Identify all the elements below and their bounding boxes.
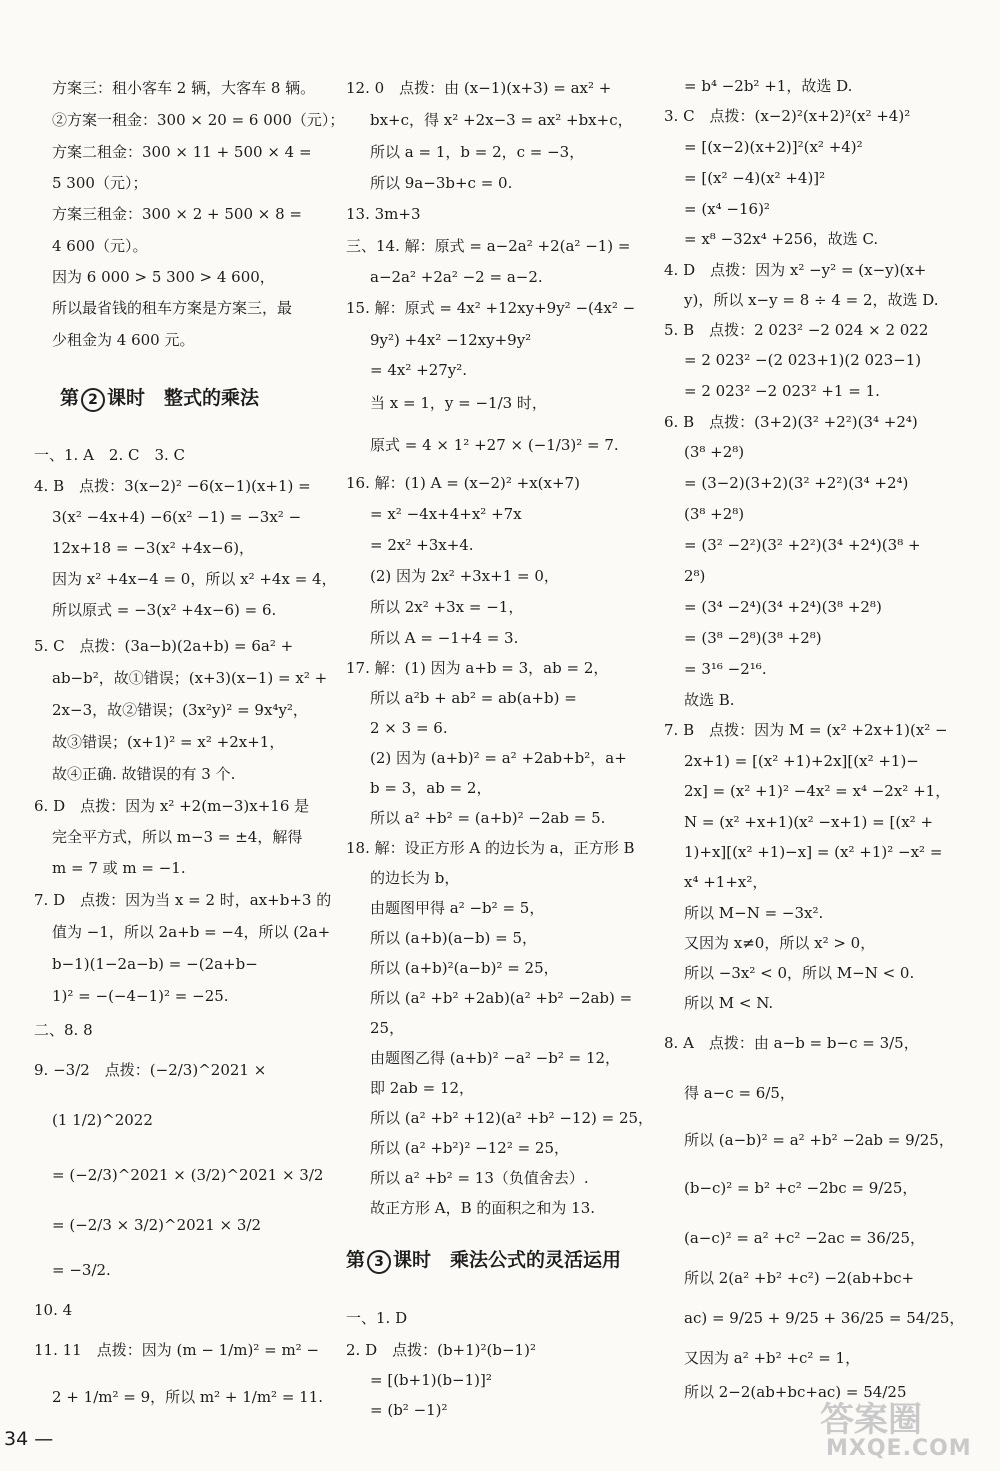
text-line: 方案二租金：300 × 11 + 500 × 4 = <box>52 143 312 161</box>
text-line: 2. D 点拨：(b+1)²(b−1)² <box>346 1341 536 1359</box>
text-line: 5 300（元）； <box>52 174 148 192</box>
text-line: 7. D 点拨：因为当 x = 2 时，ax+b+3 的 <box>34 891 332 909</box>
text-line: 所以 a² +b² = 13（负值舍去）. <box>370 1169 589 1187</box>
text-line: = [(b+1)(b−1)]² <box>370 1371 492 1389</box>
text-line: 值为 −1，所以 2a+b = −4，所以 (2a+ <box>52 923 331 941</box>
text-line: 17. 解：(1) 因为 a+b = 3，ab = 2， <box>346 659 609 677</box>
text-line: 8. A 点拨：由 a−b = b−c = 3/5， <box>664 1034 919 1052</box>
text-line: = 2 023² −2 023² +1 = 1. <box>684 382 880 400</box>
page-number: 34 — <box>4 1428 54 1450</box>
text-line: = (x⁴ −16)² <box>684 200 770 218</box>
text-line: a−2a² +2a² −2 = a−2. <box>370 268 543 286</box>
text-line: = [(x² −4)(x² +4)]² <box>684 169 826 187</box>
text-line: 4. D 点拨：因为 x² −y² = (x−y)(x+ <box>664 261 927 279</box>
text-line: 所以 a² +b² = (a+b)² −2ab = 5. <box>370 809 606 827</box>
text-line: (2) 因为 2x² +3x+1 = 0， <box>370 567 559 585</box>
text-line: 所以 M−N = −3x². <box>684 904 824 922</box>
text-line: = (3−2)(3+2)(3² +2²)(3⁴ +2⁴) <box>684 474 909 492</box>
lesson-number-badge: 2 <box>81 388 105 412</box>
text-line: m = 7 或 m = −1. <box>52 859 186 877</box>
text-line: 二、8. 8 <box>34 1021 93 1039</box>
text-line: = 3¹⁶ −2¹⁶. <box>684 660 767 678</box>
text-line: 所以 (a² +b² +2ab)(a² +b² −2ab) = <box>370 989 633 1007</box>
text-line: 所以 (a² +b²)² −12² = 25， <box>370 1139 570 1157</box>
text-line: 故正方形 A，B 的面积之和为 13. <box>370 1199 596 1217</box>
text-line: 4. B 点拨：3(x−2)² −6(x−1)(x+1) = <box>34 477 311 495</box>
text-line: 由题图甲得 a² −b² = 5， <box>370 899 545 917</box>
text-line: = (b² −1)² <box>370 1401 448 1419</box>
text-line: 又因为 a² +b² +c² = 1， <box>684 1349 861 1367</box>
text-line: 所以原式 = −3(x² +4x−6) = 6. <box>52 601 277 619</box>
text-line: 12. 0 点拨：由 (x−1)(x+3) = ax² + <box>346 79 612 97</box>
text-line: = (−2/3 × 3/2)^2021 × 3/2 <box>52 1216 261 1234</box>
text-line: 5. C 点拨：(3a−b)(2a+b) = 6a² + <box>34 637 294 655</box>
text-line: 一、1. A 2. C 3. C <box>34 446 186 464</box>
text-line: 5. B 点拨：2 023² −2 024 × 2 022 <box>664 321 929 339</box>
text-line: (3⁸ +2⁸) <box>684 505 745 523</box>
text-line: (3⁸ +2⁸) <box>684 443 745 461</box>
text-line: ab−b²，故①错误；(x+3)(x−1) = x² + <box>52 669 328 687</box>
watermark-logo: 答案圈 <box>820 1400 922 1440</box>
text-line: 15. 解：原式 = 4x² +12xy+9y² −(4x² − <box>346 299 636 317</box>
text-line: 9. −3/2 点拨：(−2/3)^2021 × <box>34 1061 267 1079</box>
text-line: (1 1/2)^2022 <box>52 1111 153 1129</box>
text-line: 又因为 x≠0，所以 x² > 0， <box>684 934 876 952</box>
text-line: 所以 M < N. <box>684 994 774 1012</box>
text-line: 所以 2−2(ab+bc+ac) = 54/25 <box>684 1383 907 1401</box>
text-line: 6. B 点拨：(3+2)(3² +2²)(3⁴ +2⁴) <box>664 413 918 431</box>
text-line: 所以 9a−3b+c = 0. <box>370 174 513 192</box>
text-line: 由题图乙得 (a+b)² −a² −b² = 12， <box>370 1049 621 1067</box>
text-line: 故④正确. 故错误的有 3 个. <box>52 765 236 783</box>
text-line: 25， <box>370 1019 405 1037</box>
text-line: 即 2ab = 12， <box>370 1079 475 1097</box>
text-line: = −3/2. <box>52 1261 111 1279</box>
text-line: 18. 解：设正方形 A 的边长为 a，正方形 B <box>346 839 635 857</box>
text-line: 所以 (a² +b² +12)(a² +b² −12) = 25， <box>370 1109 654 1127</box>
text-line: 所以 A = −1+4 = 3. <box>370 629 519 647</box>
text-line: = x² −4x+4+x² +7x <box>370 505 522 523</box>
text-line: 故③错误；(x+1)² = x² +2x+1， <box>52 733 285 751</box>
text-line: 三、14. 解：原式 = a−2a² +2(a² −1) = <box>346 237 631 255</box>
section-heading: 第 3 课时 乘法公式的灵活运用 <box>346 1250 621 1274</box>
section-heading: 第 2 课时 整式的乘法 <box>60 388 259 412</box>
text-line: 2 + 1/m² = 9，所以 m² + 1/m² = 11. <box>52 1388 324 1406</box>
text-line: bx+c，得 x² +2x−3 = ax² +bx+c， <box>370 111 633 129</box>
text-line: = [(x−2)(x+2)]²(x² +4)² <box>684 138 863 156</box>
text-line: 16. 解：(1) A = (x−2)² +x(x+7) <box>346 474 580 492</box>
text-line: = (3⁸ −2⁸)(3⁸ +2⁸) <box>684 629 822 647</box>
text-line: 所以 (a+b)(a−b) = 5， <box>370 929 538 947</box>
lesson-number-badge: 3 <box>367 1250 391 1274</box>
text-line: 所以 a²b + ab² = ab(a+b) = <box>370 689 577 707</box>
text-line: 所以 2x² +3x = −1， <box>370 598 524 616</box>
text-line: 方案三租金：300 × 2 + 500 × 8 = <box>52 205 302 223</box>
text-line: = 2 023² −(2 023+1)(2 023−1) <box>684 351 922 369</box>
text-line: 原式 = 4 × 1² +27 × (−1/3)² = 7. <box>370 436 619 454</box>
text-line: 2 × 3 = 6. <box>370 719 448 737</box>
text-line: 的边长为 b， <box>370 869 460 887</box>
text-line: 3. C 点拨：(x−2)²(x+2)²(x² +4)² <box>664 107 911 125</box>
text-line: = (−2/3)^2021 × (3/2)^2021 × 3/2 <box>52 1166 324 1184</box>
text-line: 方案三：租小客车 2 辆，大客车 8 辆。 <box>52 79 316 97</box>
text-line: (b−c)² = b² +c² −2bc = 9/25， <box>684 1179 918 1197</box>
text-line: = 4x² +27y². <box>370 361 468 379</box>
text-line: y)，所以 x−y = 8 ÷ 4 = 2，故选 D. <box>684 291 939 309</box>
text-line: 2x−3，故②错误；(3x²y)² = 9x⁴y²， <box>52 701 308 719</box>
text-line: 因为 x² +4x−4 = 0，所以 x² +4x = 4， <box>52 570 337 588</box>
text-line: 完全平方式，所以 m−3 = ±4，解得 <box>52 828 303 846</box>
text-line: 3(x² −4x+4) −6(x² −1) = −3x² − <box>52 508 302 526</box>
text-line: (2) 因为 (a+b)² = a² +2ab+b²，a+ <box>370 749 627 767</box>
text-line: 故选 B. <box>684 691 735 709</box>
watermark-url: MXQE.COM <box>826 1436 972 1461</box>
text-line: 11. 11 点拨：因为 (m − 1/m)² = m² − <box>34 1341 320 1359</box>
text-line: 13. 3m+3 <box>346 205 421 223</box>
text-line: 一、1. D <box>346 1309 408 1327</box>
text-line: 因为 6 000 > 5 300 > 4 600， <box>52 268 275 286</box>
text-line: 所以最省钱的租车方案是方案三，最 <box>52 299 293 317</box>
text-line: ac) = 9/25 + 9/25 + 36/25 = 54/25， <box>684 1309 965 1327</box>
text-line: = x⁸ −32x⁴ +256，故选 C. <box>684 230 879 248</box>
text-line: = b⁴ −2b² +1，故选 D. <box>684 77 853 95</box>
text-line: (a−c)² = a² +c² −2ac = 36/25， <box>684 1229 925 1247</box>
text-line: 当 x = 1，y = −1/3 时， <box>370 394 547 412</box>
text-line: 所以 (a+b)²(a−b)² = 25， <box>370 959 559 977</box>
text-line: 少租金为 4 600 元。 <box>52 331 195 349</box>
text-line: 所以 −3x² < 0，所以 M−N < 0. <box>684 964 915 982</box>
text-line: = 2x² +3x+4. <box>370 536 474 554</box>
text-line: 12x+18 = −3(x² +4x−6)， <box>52 539 255 557</box>
text-line: 7. B 点拨：因为 M = (x² +2x+1)(x² − <box>664 721 948 739</box>
text-line: x⁴ +1+x²， <box>684 873 768 891</box>
text-line: N = (x² +x+1)(x² −x+1) = [(x² + <box>684 813 934 831</box>
text-line: 9y²) +4x² −12xy+9y² <box>370 331 532 349</box>
text-line: ②方案一租金：300 × 20 = 6 000（元）； <box>52 111 345 129</box>
text-line: 6. D 点拨：因为 x² +2(m−3)x+16 是 <box>34 797 310 815</box>
text-line: 得 a−c = 6/5， <box>684 1084 795 1102</box>
text-line: 1)+x][(x² +1)−x] = (x² +1)² −x² = <box>684 843 943 861</box>
text-line: 所以 (a−b)² = a² +b² −2ab = 9/25， <box>684 1131 954 1149</box>
text-line: 所以 a = 1，b = 2，c = −3， <box>370 143 585 161</box>
text-line: b = 3，ab = 2， <box>370 779 492 797</box>
text-line: 10. 4 <box>34 1301 73 1319</box>
text-line: 2x] = (x² +1)² −4x² = x⁴ −2x² +1， <box>684 782 951 800</box>
text-line: = (3⁴ −2⁴)(3⁴ +2⁴)(3⁸ +2⁸) <box>684 598 882 616</box>
text-line: 所以 2(a² +b² +c²) −2(ab+bc+ <box>684 1269 915 1287</box>
text-line: 2⁸) <box>684 567 706 585</box>
text-line: b−1)(1−2a−b) = −(2a+b− <box>52 955 258 973</box>
text-line: 4 600（元）。 <box>52 237 148 255</box>
text-line: = (3² −2²)(3² +2²)(3⁴ +2⁴)(3⁸ + <box>684 536 921 554</box>
text-line: 2x+1) = [(x² +1)+2x][(x² +1)− <box>684 752 919 770</box>
text-line: 1)² = −(−4−1)² = −25. <box>52 987 229 1005</box>
